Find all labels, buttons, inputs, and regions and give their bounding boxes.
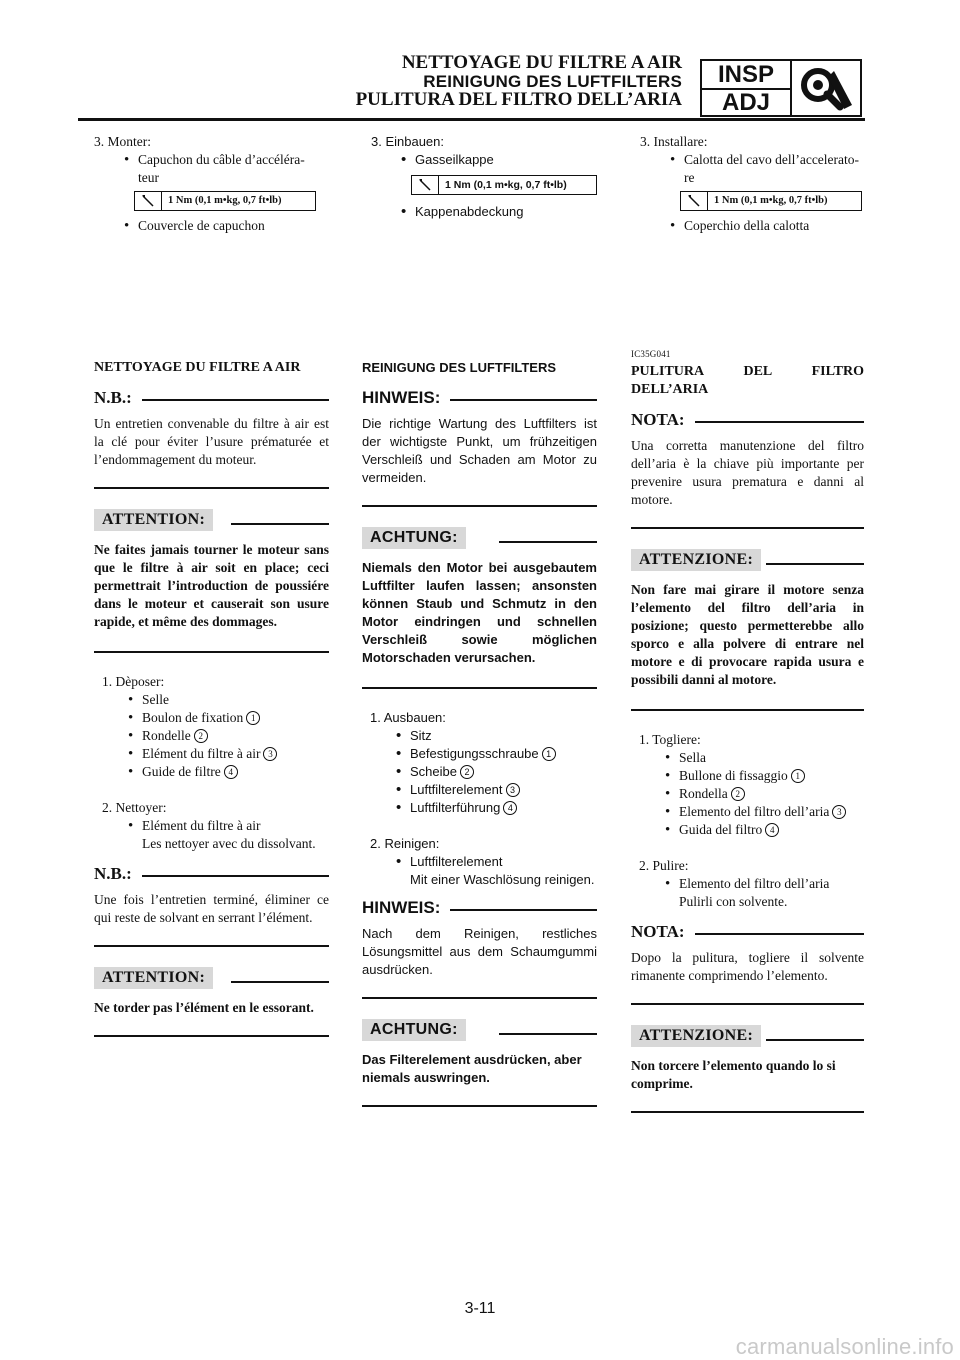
list-item-cont: re — [684, 170, 695, 185]
list-item: • Luftfilterführung 4 — [392, 799, 597, 817]
watermark: carmanualsonline.info — [735, 1334, 954, 1359]
warning-head: ACHTUNG: — [362, 527, 597, 549]
list-item: • Kappenabdeckung — [397, 203, 615, 221]
note-text: Nach dem Reinigen, restliches Lösungsmittel aus dem Schaumgummi ausdrücken. — [362, 926, 597, 977]
step-remove: 1. Ausbauen: — [370, 710, 446, 725]
badge-insp: INSP — [717, 61, 774, 88]
torque-spec: 1 Nm (0,1 m•kg, 0,7 ft•lb) — [134, 191, 316, 211]
list-item: • Coperchio della calotta — [666, 217, 884, 235]
list-item: • Guida del filtro 4 — [661, 821, 864, 839]
warning-head: ATTENTION: — [94, 967, 329, 989]
list-item: • Capuchon du câble d’accéléra- — [120, 151, 338, 169]
column-de — [362, 359, 597, 1107]
note-head: NOTA: — [631, 923, 864, 941]
step-clean: 2. Pulire: — [639, 858, 689, 873]
note-text: Die richtige Wartung des Luftfilters ist der wichtigste Punkt, um frühzeitigen Verschleiß und Schaden am Motor zu vermeiden. — [362, 416, 597, 485]
warning-head: ATTENTION: — [94, 509, 329, 531]
page-number: 3-11 — [464, 1300, 496, 1317]
wrench-icon — [681, 192, 708, 210]
list-item: • Befestigungsschraube 1 — [392, 745, 597, 763]
step-remove: 1. Dèposer: — [102, 674, 165, 689]
badge-adj: ADJ — [721, 89, 770, 116]
list-item: • Bullone di fissaggio 1 — [661, 767, 864, 785]
section-title: REINIGUNG DES LUFTFILTERS — [362, 360, 557, 375]
list-item: • Guide de filtre 4 — [124, 763, 329, 781]
warning-text: Ne faites jamais tourner le moteur sans que le filtre à air soit en place; ceci permettrait l’introduction de poussiére dans le moteur et causerait son usure rapide, et même des dommages. — [94, 542, 329, 629]
column-it — [631, 345, 864, 1113]
top-de — [371, 133, 615, 221]
top-it — [640, 133, 884, 235]
step-install: 3. Monter: — [94, 134, 151, 149]
list-item: • Gasseilkappe — [397, 151, 615, 169]
section-title: NETTOYAGE DU FILTRE A AIR — [94, 360, 301, 375]
warning-head: ATTENZIONE: — [631, 549, 864, 571]
top-fr — [94, 133, 338, 235]
instruction-text: Les nettoyer avec du dissolvant. — [142, 836, 316, 851]
header-title-it: PULITURA DEL FILTRO DELL’ARIA — [355, 89, 682, 110]
list-item: • Sitz — [392, 727, 597, 745]
list-item: • Elemento del filtro dell’aria — [661, 875, 864, 893]
warning-text: Das Filterelement ausdrücken, aber niemals auswringen. — [362, 1052, 582, 1085]
step-remove: 1. Togliere: — [639, 732, 701, 747]
list-item: • Rondella 2 — [661, 785, 864, 803]
list-item: • Elément du filtre à air — [124, 817, 329, 835]
list-item: • Elément du filtre à air 3 — [124, 745, 329, 763]
list-item: • Selle — [124, 691, 329, 709]
list-item: • Sella — [661, 749, 864, 767]
step-clean: 2. Reinigen: — [370, 836, 440, 851]
header-rule — [78, 118, 865, 121]
note-text: Un entretien convenable du filtre à air est la clé pour éviter l’usure prématurée et l’endommagement du moteur. — [94, 416, 329, 467]
note-head: HINWEIS: — [362, 389, 597, 407]
list-item: • Calotta del cavo dell’accelerato- — [666, 151, 884, 169]
note-head: HINWEIS: — [362, 899, 597, 917]
note-head: N.B.: — [94, 865, 329, 883]
warning-head: ACHTUNG: — [362, 1019, 597, 1041]
list-item: • Couvercle de capuchon — [120, 217, 338, 235]
step-install: 3. Einbauen: — [371, 134, 445, 149]
wrench-icon — [412, 176, 439, 194]
warning-text: Non torcere l’elemento quando lo si comprime. — [631, 1058, 836, 1091]
torque-spec: 1 Nm (0,1 m•kg, 0,7 ft•lb) — [680, 191, 862, 211]
wrench-icon — [135, 192, 162, 210]
note-text: Une fois l’entretien terminé, éliminer ce qui reste de solvant en serrant l’élément. — [94, 892, 329, 925]
header-title-de: REINIGUNG DES LUFTFILTERS — [423, 72, 682, 91]
list-item: • Elemento del filtro dell’aria 3 — [661, 803, 864, 821]
column-fr — [94, 359, 329, 1037]
warning-text: Non fare mai girare il motore senza l’elemento del filtro dell’aria in posizione; questo permetterebbe allo sporco e alla polvere di entrare nel motore e di provocare rapida usura e possibili danni al motore. — [631, 582, 864, 687]
torque-spec: 1 Nm (0,1 m•kg, 0,7 ft•lb) — [411, 175, 597, 195]
warning-text: Ne torder pas l’élément en le essorant. — [94, 1000, 314, 1015]
section-title: PULITURA DEL FILTRO DELL’ARIA — [631, 364, 864, 397]
step-install: 3. Installare: — [640, 134, 708, 149]
warning-text: Niemals den Motor bei ausgebautem Luftfilter laufen lassen; ansonsten können Staub und Schmutz in den Motor eindringen und schnellen Verschleiß sowie möglichen Motorschaden verursachen. — [362, 560, 597, 665]
note-text: Dopo la pulitura, togliere il solvente rimanente comprimendo l’elemento. — [631, 950, 864, 983]
section-code: IC35G041 — [631, 349, 671, 359]
list-item: • Rondelle 2 — [124, 727, 329, 745]
instruction-text: Mit einer Waschlösung reinigen. — [410, 872, 595, 887]
list-item: • Luftfilterelement 3 — [392, 781, 597, 799]
instruction-text: Pulirli con solvente. — [679, 894, 788, 909]
magnifier-wrench-icon — [798, 65, 858, 113]
warning-head: ATTENZIONE: — [631, 1025, 864, 1047]
list-item: • Scheibe 2 — [392, 763, 597, 781]
section-badge — [700, 59, 862, 117]
note-head: N.B.: — [94, 389, 329, 407]
note-text: Una corretta manutenzione del filtro dell’aria è la chiave più importante per prevenire usura prematura e danni al motore. — [631, 438, 864, 507]
step-clean: 2. Nettoyer: — [102, 800, 167, 815]
note-head: NOTA: — [631, 411, 864, 429]
header-title-fr: NETTOYAGE DU FILTRE A AIR — [401, 52, 682, 73]
list-item: • Boulon de fixation 1 — [124, 709, 329, 727]
list-item-cont: teur — [138, 170, 159, 185]
list-item: • Luftfilterelement — [392, 853, 597, 871]
